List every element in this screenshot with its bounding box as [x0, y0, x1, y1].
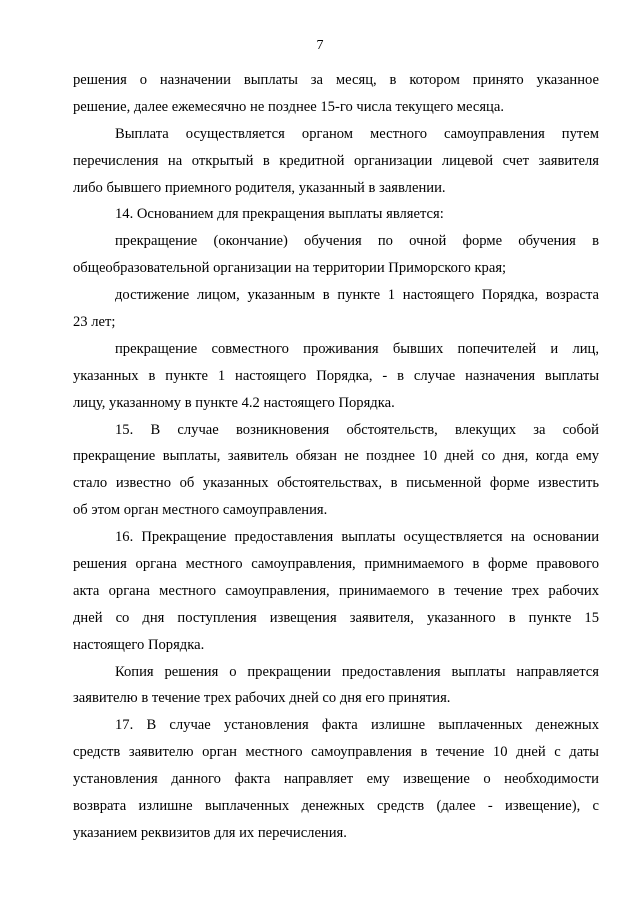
text-line: решения о назначении выплаты за месяц, в котором принято указанное — [73, 72, 599, 88]
text-line: лицу, указанному в пункте 4.2 настоящего Порядка. — [73, 394, 395, 411]
text-line: 17. В случае установления факта излишне выплаченных денежных — [115, 717, 599, 734]
text-line: решения органа местного самоуправления, примнимаемого в форме правового — [73, 556, 599, 573]
text-line: указанием реквизитов для их перечисления. — [73, 824, 347, 841]
text-line: решение, далее ежемесячно не позднее 15-го числа текущего месяца. — [73, 98, 504, 115]
text-line: общеобразовательной организации на территории Приморского края; — [73, 260, 507, 277]
text-line: 23 лет; — [73, 314, 116, 331]
text-line: 14. Основанием для прекращения выплаты является: — [115, 206, 444, 223]
text-line: либо бывшего приемного родителя, указанный в заявлении. — [73, 179, 446, 196]
text-line: перечисления на открытый в кредитной организации лицевой счет заявителя — [73, 152, 599, 169]
text-line: средств заявителю орган местного самоуправления в течение 10 дней с даты — [73, 744, 599, 761]
text-line: Выплата осуществляется органом местного самоуправления путем — [115, 125, 599, 142]
text-line: стало известно об указанных обстоятельствах, в письменной форме известить — [73, 475, 599, 492]
text-line: об этом орган местного самоуправления. — [73, 502, 328, 519]
text-line: установления данного факта направляет ему извещение о необходимости — [73, 771, 599, 788]
document-body — [73, 67, 599, 847]
text-line: прекращение выплаты, заявитель обязан не позднее 10 дней со дня, когда ему — [73, 448, 599, 465]
page-number: 7 — [316, 38, 324, 53]
text-line: акта органа местного самоуправления, принимаемого в течение трех рабочих — [73, 582, 599, 599]
text-line: прекращение совместного проживания бывших попечителей и лиц, — [115, 340, 599, 357]
text-line: указанных в пункте 1 настоящего Порядка, - в случае назначения выплаты — [73, 367, 599, 384]
text-line: 16. Прекращение предоставления выплаты осуществляется на основании — [115, 529, 599, 546]
text-line: достижение лицом, указанным в пункте 1 настоящего Порядка, возраста — [115, 287, 599, 304]
text-line: 15. В случае возникновения обстоятельств, влекущих за собой — [115, 421, 599, 438]
text-line: прекращение (окончание) обучения по очной форме обучения в — [115, 233, 599, 250]
text-line: настоящего Порядка. — [73, 636, 205, 653]
text-line: дней со дня поступления извещения заявителя, указанного в пункте 15 — [73, 609, 599, 626]
text-line: заявителю в течение трех рабочих дней со дня его принятия. — [73, 690, 451, 707]
text-line: Копия решения о прекращении предоставления выплаты направляется — [115, 663, 599, 680]
text-line: возврата излишне выплаченных денежных средств (далее - извещение), с — [73, 798, 599, 815]
